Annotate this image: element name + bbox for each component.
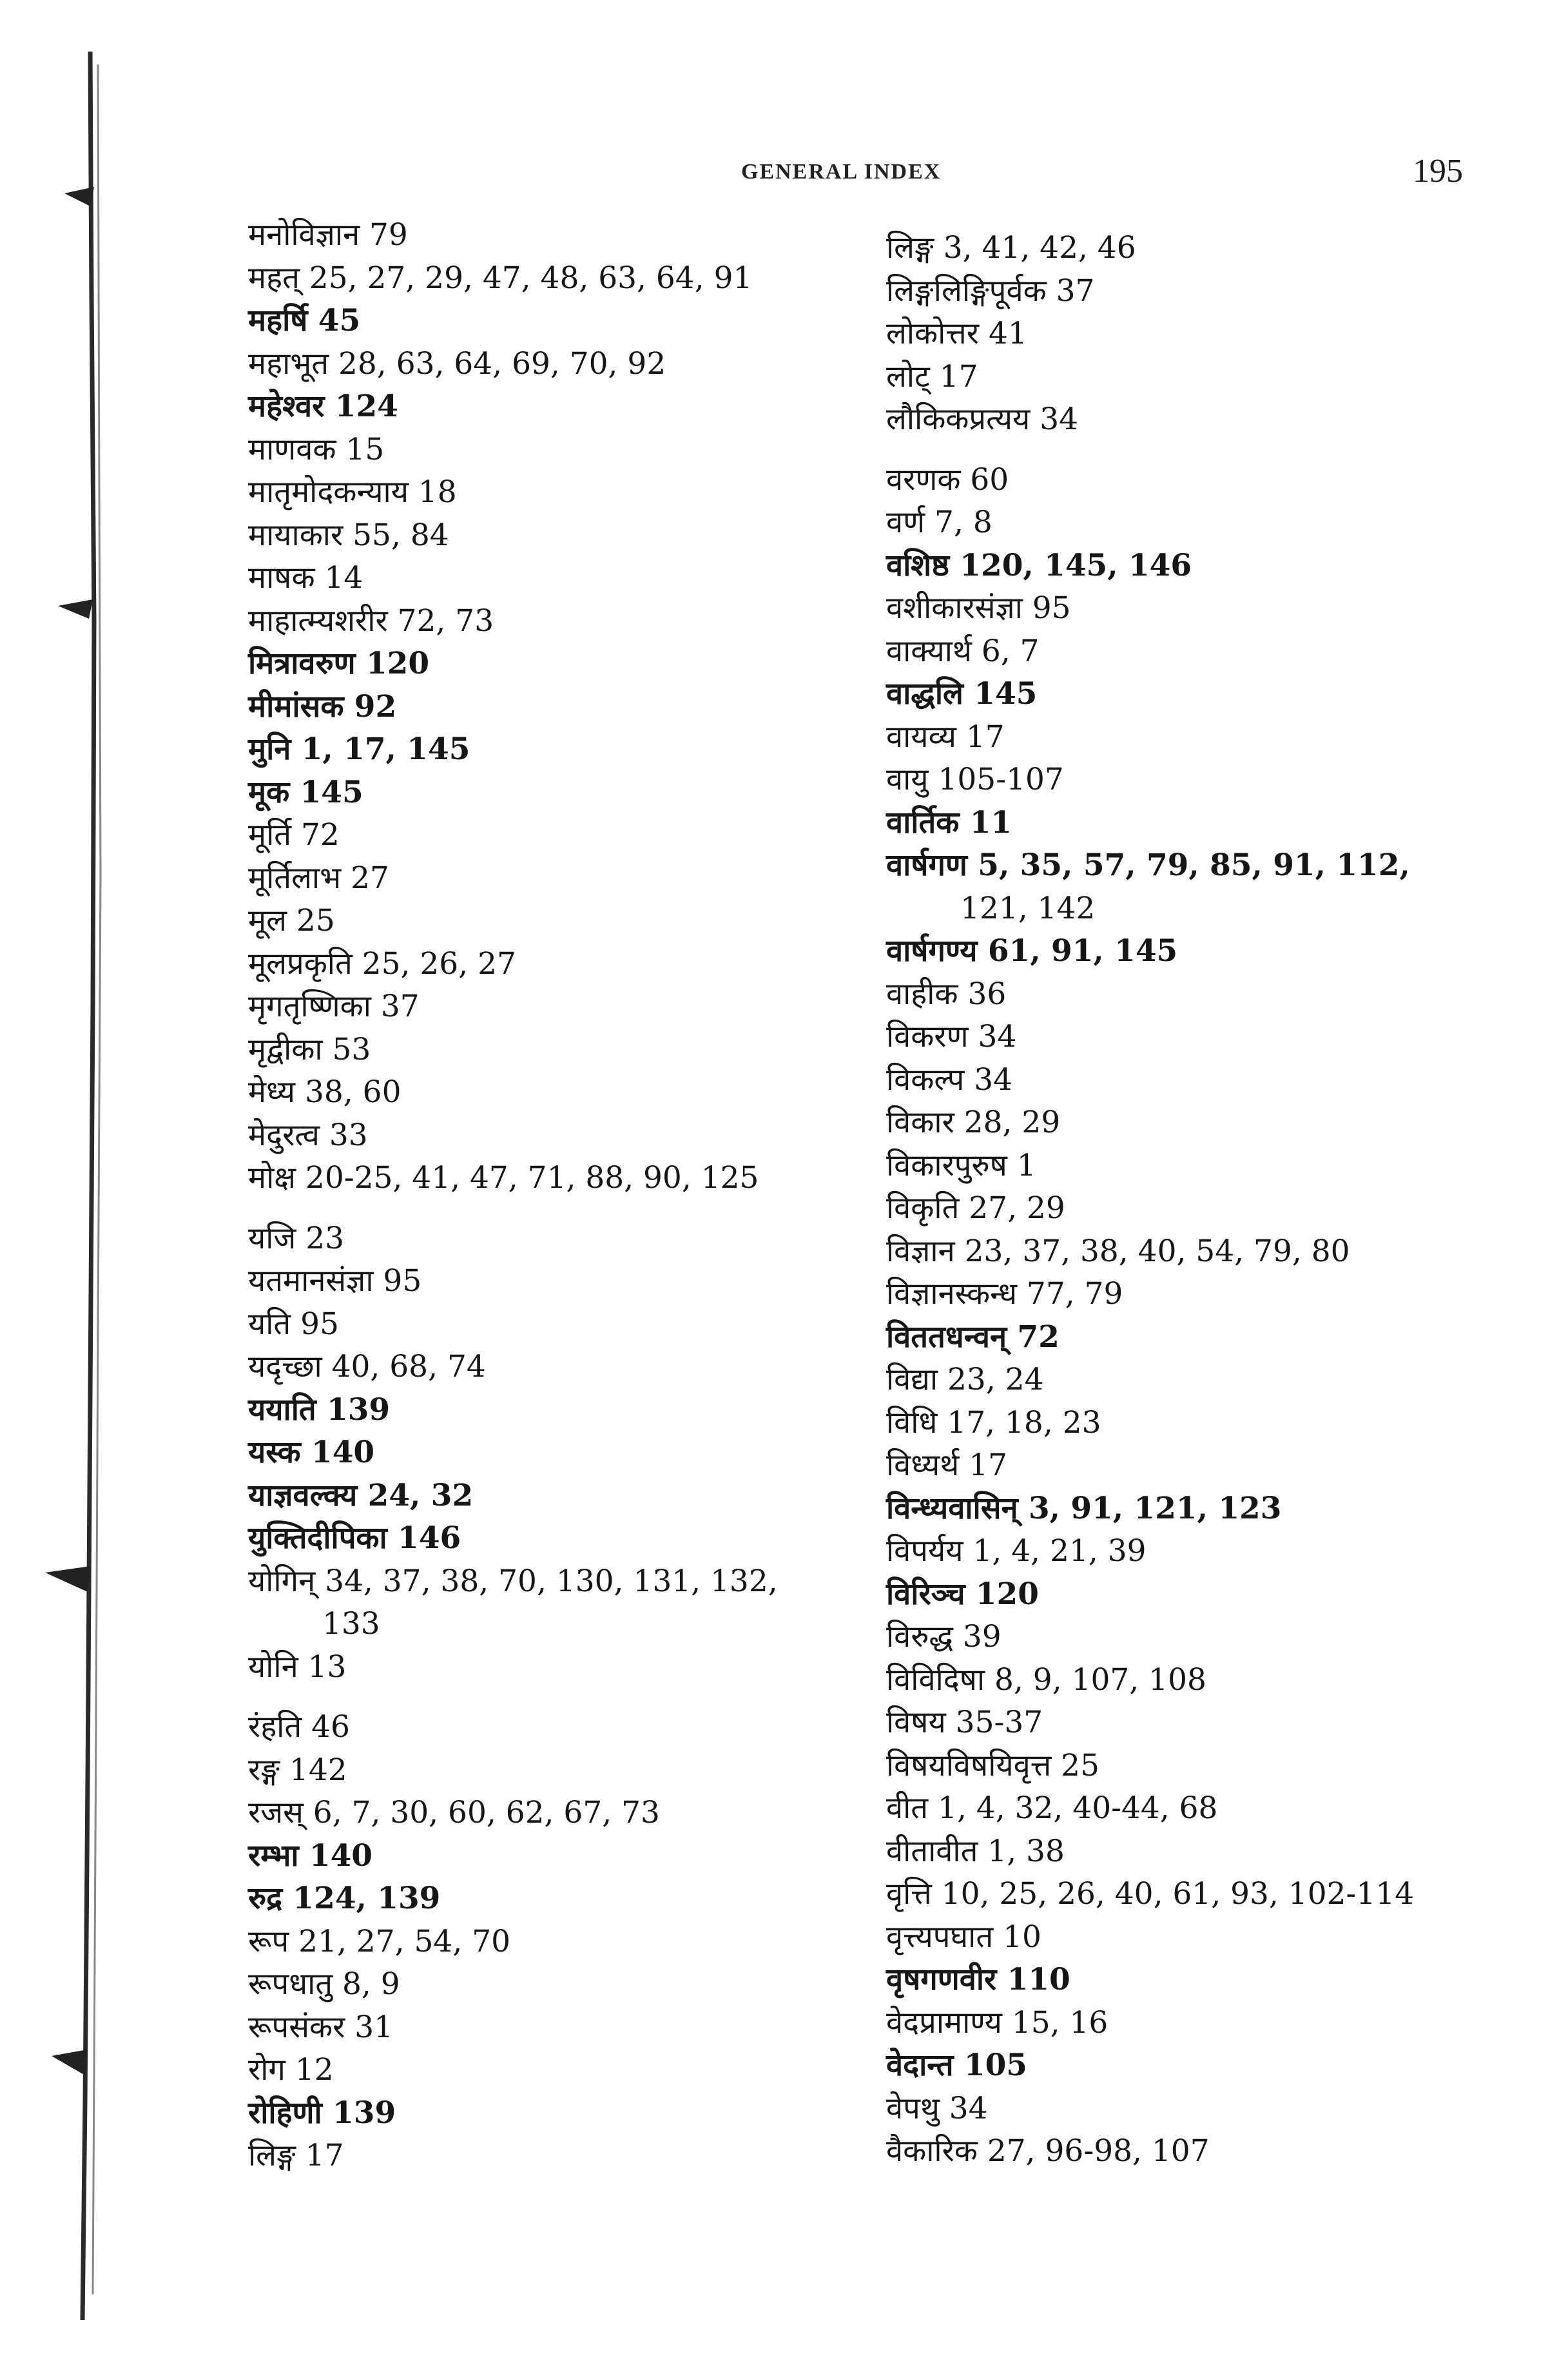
- index-entry: मूक 145: [248, 774, 363, 810]
- index-entry: माणवक 15: [248, 431, 385, 467]
- index-entry: रोग 12: [248, 2052, 334, 2088]
- index-entry: वाद्धलि 145: [886, 676, 1038, 712]
- index-column-right: [886, 227, 1531, 2173]
- index-entry: विरुद्ध 39: [886, 1619, 1002, 1654]
- index-entry-continuation: 121, 142: [960, 890, 1096, 926]
- index-entry: लिङ्गलिङ्गिपूर्वक 37: [886, 273, 1095, 309]
- index-entry: विपर्यय 1, 4, 21, 39: [886, 1533, 1147, 1569]
- index-entry: रजस् 6, 7, 30, 60, 62, 67, 73: [248, 1795, 660, 1830]
- index-entry: विततधन्वन् 72: [886, 1319, 1060, 1355]
- index-entry: वार्षगण 5, 35, 57, 79, 85, 91, 112,: [886, 848, 1410, 883]
- index-entry: विध्यर्थ 17: [886, 1448, 1008, 1483]
- index-entry: विज्ञान 23, 37, 38, 40, 54, 79, 80: [886, 1233, 1350, 1269]
- index-entry: वर्ण 7, 8: [886, 505, 992, 540]
- index-entry: मूलप्रकृति 25, 26, 27: [248, 945, 516, 982]
- index-entry: यतमानसंज्ञा 95: [248, 1263, 422, 1299]
- index-entry: योनि 13: [248, 1649, 347, 1685]
- index-entry: माषक 14: [248, 560, 363, 596]
- index-entry: विकार 28, 29: [886, 1105, 1061, 1140]
- index-entry: यदृच्छा 40, 68, 74: [248, 1349, 486, 1384]
- index-entry: वीतावीत 1, 38: [886, 1833, 1065, 1869]
- index-entry: लिङ्ग 3, 41, 42, 46: [886, 230, 1136, 266]
- index-entry: याज्ञवल्क्य 24, 32: [248, 1477, 474, 1513]
- index-entry: माहात्म्यशरीर 72, 73: [248, 603, 494, 639]
- index-entry: विषय 35-37: [886, 1705, 1043, 1740]
- index-entry: रूपसंकर 31: [248, 2009, 394, 2045]
- index-entry: योगिन् 34, 37, 38, 70, 130, 131, 132,: [248, 1563, 778, 1599]
- index-entry: वाहीक 36: [886, 976, 1007, 1012]
- index-entry: मोक्ष 20-25, 41, 47, 71, 88, 90, 125: [248, 1160, 759, 1196]
- index-entry: विद्या 23, 24: [886, 1362, 1044, 1397]
- index-entry: मीमांसक 92: [248, 688, 397, 724]
- index-entry: विविदिषा 8, 9, 107, 108: [886, 1662, 1206, 1698]
- index-entry: वायु 105-107: [886, 762, 1064, 797]
- index-entry: विकृति 27, 29: [886, 1190, 1065, 1226]
- index-entry: मूर्तिलाभ 27: [248, 860, 389, 896]
- running-head: GENERAL INDEX: [741, 160, 942, 184]
- index-entry: युक्तिदीपिका 146: [248, 1520, 461, 1556]
- index-entry: लौकिकप्रत्यय 34: [886, 402, 1079, 437]
- index-entry: ययाति 139: [248, 1391, 391, 1428]
- index-entry: वशीकारसंज्ञा 95: [886, 590, 1071, 626]
- index-entry: वैकारिक 27, 96-98, 107: [886, 2133, 1210, 2169]
- index-entry: रोहिणी 139: [248, 2095, 396, 2131]
- index-entry: मूर्ति 72: [248, 817, 340, 853]
- index-entry: यजि 23: [248, 1220, 345, 1256]
- index-entry: वार्षगण्य 61, 91, 145: [886, 933, 1178, 969]
- index-entry: रूप 21, 27, 54, 70: [248, 1923, 511, 1959]
- index-entry: मनोविज्ञान 79: [248, 217, 408, 253]
- index-entry-continuation: 133: [322, 1606, 380, 1642]
- index-entry: वरणक 60: [886, 461, 1009, 498]
- index-entry: वृषगणवीर 110: [886, 1962, 1070, 1997]
- index-entry: लोट् 17: [886, 358, 978, 394]
- index-entry: यति 95: [248, 1306, 339, 1342]
- index-entry: रुद्र 124, 139: [248, 1881, 441, 1916]
- index-entry: वीत 1, 4, 32, 40-44, 68: [886, 1790, 1218, 1826]
- index-entry: विरिञ्च 120: [886, 1576, 1039, 1612]
- index-entry: वशिष्ठ 120, 145, 146: [886, 547, 1192, 583]
- index-entry: विधि 17, 18, 23: [886, 1404, 1101, 1440]
- index-entry: मेध्य 38, 60: [248, 1074, 402, 1110]
- page-number: 195: [1413, 153, 1463, 189]
- index-entry: वायव्य 17: [886, 719, 1005, 755]
- index-entry: विन्ध्यवासिन् 3, 91, 121, 123: [886, 1490, 1282, 1526]
- index-entry: विकरण 34: [886, 1019, 1017, 1054]
- index-entry: रङ्ग 142: [248, 1752, 347, 1788]
- index-entry: रूपधातु 8, 9: [248, 1966, 400, 2002]
- index-entry: विकारपुरुष 1: [886, 1147, 1036, 1183]
- index-entry: रंहति 46: [248, 1709, 350, 1745]
- index-entry: लोकोत्तर 41: [886, 316, 1027, 351]
- index-entry: मृगतृष्णिका 37: [248, 989, 420, 1024]
- index-entry: विज्ञानस्कन्ध 77, 79: [886, 1276, 1123, 1312]
- index-entry: वेदप्रामाण्य 15, 16: [886, 2004, 1108, 2040]
- index-entry: लिङ्ग 17: [248, 2138, 344, 2173]
- index-entry: महाभूत 28, 63, 64, 69, 70, 92: [248, 345, 666, 382]
- index-entry: वृत्ति 10, 25, 26, 40, 61, 93, 102-114: [886, 1876, 1415, 1912]
- index-entry: वृत्त्यपघात 10: [886, 1919, 1041, 1955]
- index-entry: महेश्वर 124: [248, 389, 398, 424]
- scanned-page-edge: [39, 39, 129, 2333]
- index-entry: मित्रावरुण 120: [248, 646, 430, 681]
- index-entry: रम्भा 140: [248, 1837, 373, 1874]
- index-entry: यस्क 140: [248, 1435, 375, 1470]
- index-entry: विषयविषयिवृत्त 25: [886, 1747, 1099, 1783]
- index-entry: महर्षि 45: [248, 303, 361, 338]
- index-entry: मायाकार 55, 84: [248, 517, 449, 553]
- index-entry: वेदान्त 105: [886, 2048, 1027, 2083]
- index-entry: मुनि 1, 17, 145: [248, 732, 470, 767]
- index-entry: वाक्यार्थ 6, 7: [886, 633, 1040, 669]
- index-column-left: [248, 214, 873, 2178]
- index-entry: वेपथु 34: [886, 2090, 988, 2126]
- index-entry: मेदुरत्व 33: [248, 1117, 368, 1153]
- index-entry: मूल 25: [248, 903, 335, 938]
- index-entry: मातृमोदकन्याय 18: [248, 474, 457, 510]
- index-entry: मृद्वीका 53: [248, 1031, 371, 1067]
- index-entry: वार्तिक 11: [886, 804, 1012, 840]
- index-entry: विकल्प 34: [886, 1061, 1013, 1098]
- index-entry: महत् 25, 27, 29, 47, 48, 63, 64, 91: [248, 260, 753, 296]
